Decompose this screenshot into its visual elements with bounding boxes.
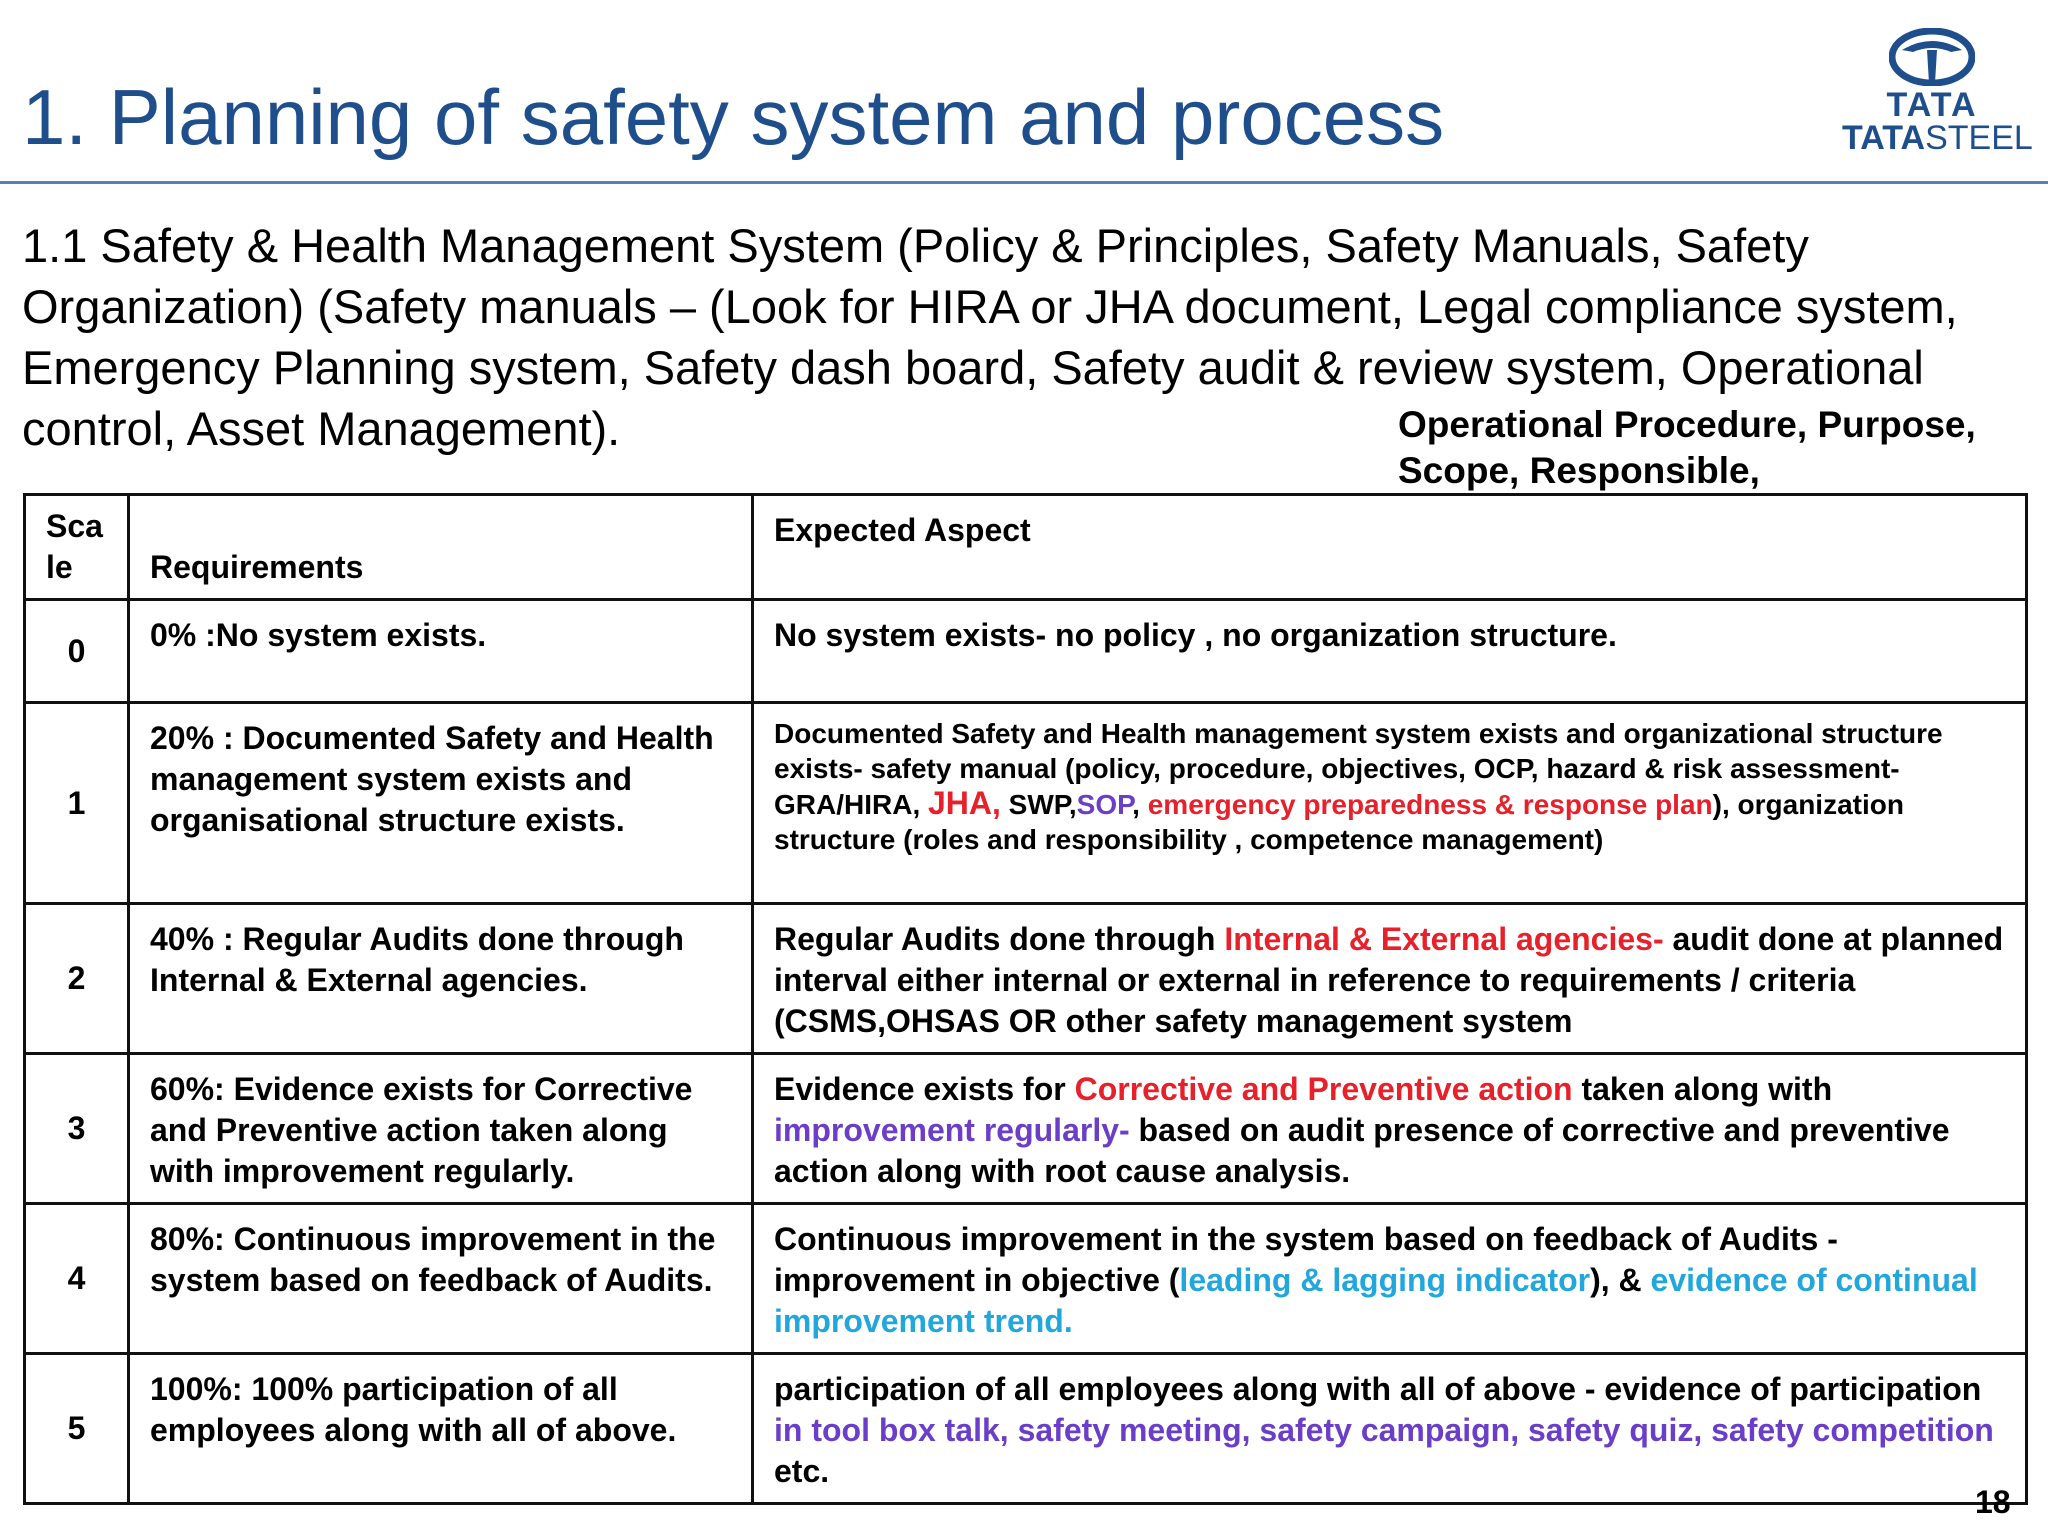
expected-aspect-cell xyxy=(753,904,2027,1054)
highlighted-text: leading & lagging indicator xyxy=(1179,1262,1591,1298)
scale-cell: 5 xyxy=(25,1354,129,1504)
expected-aspect-cell xyxy=(753,1204,2027,1354)
tata-steel-logo xyxy=(1842,28,2033,158)
logo-wordmark-bottom: TATASTEEL xyxy=(1842,119,2033,157)
scale-cell: 1 xyxy=(25,703,129,904)
header-expected-aspect: Expected Aspect xyxy=(753,495,2027,600)
highlighted-text: emergency preparedness & response plan xyxy=(1147,789,1713,820)
aspect-text: audit done at planned interval either internal or external in reference to requirements / criteria (CSMS,OHSAS OR other safety management system xyxy=(774,921,2004,1039)
requirement-cell: 60%: Evidence exists for Corrective and Preventive action taken along with improvement regularly. xyxy=(129,1054,753,1204)
table-row xyxy=(25,1054,2027,1204)
requirement-cell: 40% : Regular Audits done through Internal & External agencies. xyxy=(129,904,753,1054)
scale-cell: 3 xyxy=(25,1054,129,1204)
requirement-cell: 0% :No system exists. xyxy=(129,600,753,703)
expected-aspect-cell xyxy=(753,1354,2027,1504)
title-divider xyxy=(0,181,2048,184)
expected-aspect-cell xyxy=(753,1054,2027,1204)
header-requirements: Requirements xyxy=(129,495,753,600)
scale-cell: 0 xyxy=(25,600,129,703)
aspect-text: Evidence exists for xyxy=(774,1071,1075,1107)
table-row xyxy=(25,904,2027,1054)
highlighted-text: Corrective and Preventive action xyxy=(1074,1071,1573,1107)
expected-aspect-cell xyxy=(753,703,2027,904)
table-row xyxy=(25,1354,2027,1504)
highlighted-text: JHA, xyxy=(928,785,1001,821)
side-note: Operational Procedure, Purpose, Scope, Responsible, xyxy=(1398,404,1976,491)
scale-cell: 2 xyxy=(25,904,129,1054)
aspect-text: Documented Safety and Health management system exists and organizational structure exists- safety manual (policy, procedure, objectives, OCP, hazard & risk assessment-GRA/HIRA, xyxy=(774,718,1943,820)
table-row xyxy=(25,703,2027,904)
requirement-cell: 80%: Continuous improvement in the system based on feedback of Audits. xyxy=(129,1204,753,1354)
expected-aspect-cell xyxy=(753,600,2027,703)
aspect-text: Regular Audits done through xyxy=(774,921,1225,957)
aspect-text: SWP, xyxy=(1000,789,1077,820)
header-scale: Sca le xyxy=(25,495,129,600)
table-row xyxy=(25,1204,2027,1354)
maturity-scale-table xyxy=(23,493,2028,1505)
highlighted-text: SOP xyxy=(1076,789,1133,820)
highlighted-text: improvement regularly- xyxy=(774,1112,1130,1148)
aspect-text: ), organization structure (roles and responsibility , competence management) xyxy=(774,789,1904,855)
intro-paragraph: 1.1 Safety & Health Management System (Policy & Principles, Safety Manuals, Safety Organization) (Safety manuals – (Look for HIRA or JHA document, Legal compliance system, Emergency Planning system, Safety dash board, Safety audit & review system, Operational control, Asset Management). xyxy=(22,219,1958,455)
scale-cell: 4 xyxy=(25,1204,129,1354)
aspect-text: Continuous improvement in the system based on feedback of Audits - improvement in objective ( xyxy=(774,1221,1838,1298)
requirement-cell: 20% : Documented Safety and Health management system exists and organisational structure exists. xyxy=(129,703,753,904)
table-header-row xyxy=(25,495,2027,600)
aspect-text: participation of all employees along with all of above - evidence of participation xyxy=(774,1371,1982,1407)
requirement-cell: 100%: 100% participation of all employees along with all of above. xyxy=(129,1354,753,1504)
aspect-text: based on audit presence of corrective and preventive action along with root cause analysis. xyxy=(774,1112,1950,1189)
tata-emblem-icon xyxy=(1889,28,1975,86)
aspect-text: ), & xyxy=(1590,1262,1651,1298)
highlighted-text: Internal & External agencies- xyxy=(1224,921,1664,957)
highlighted-text: evidence of continual improvement trend. xyxy=(774,1262,1978,1339)
aspect-text: etc. xyxy=(774,1453,830,1489)
aspect-text: , xyxy=(1132,789,1148,820)
logo-wordmark-top: TATA xyxy=(1886,86,1978,124)
highlighted-text: in tool box talk, safety meeting, safety campaign, safety quiz, safety competition xyxy=(774,1412,1994,1448)
aspect-text: No system exists- no policy , no organization structure. xyxy=(774,617,1617,653)
table-row xyxy=(25,600,2027,703)
aspect-text: taken along with xyxy=(1572,1071,1833,1107)
slide-title: 1. Planning of safety system and process xyxy=(22,73,1445,161)
page-number: 18 xyxy=(1975,1484,2011,1520)
